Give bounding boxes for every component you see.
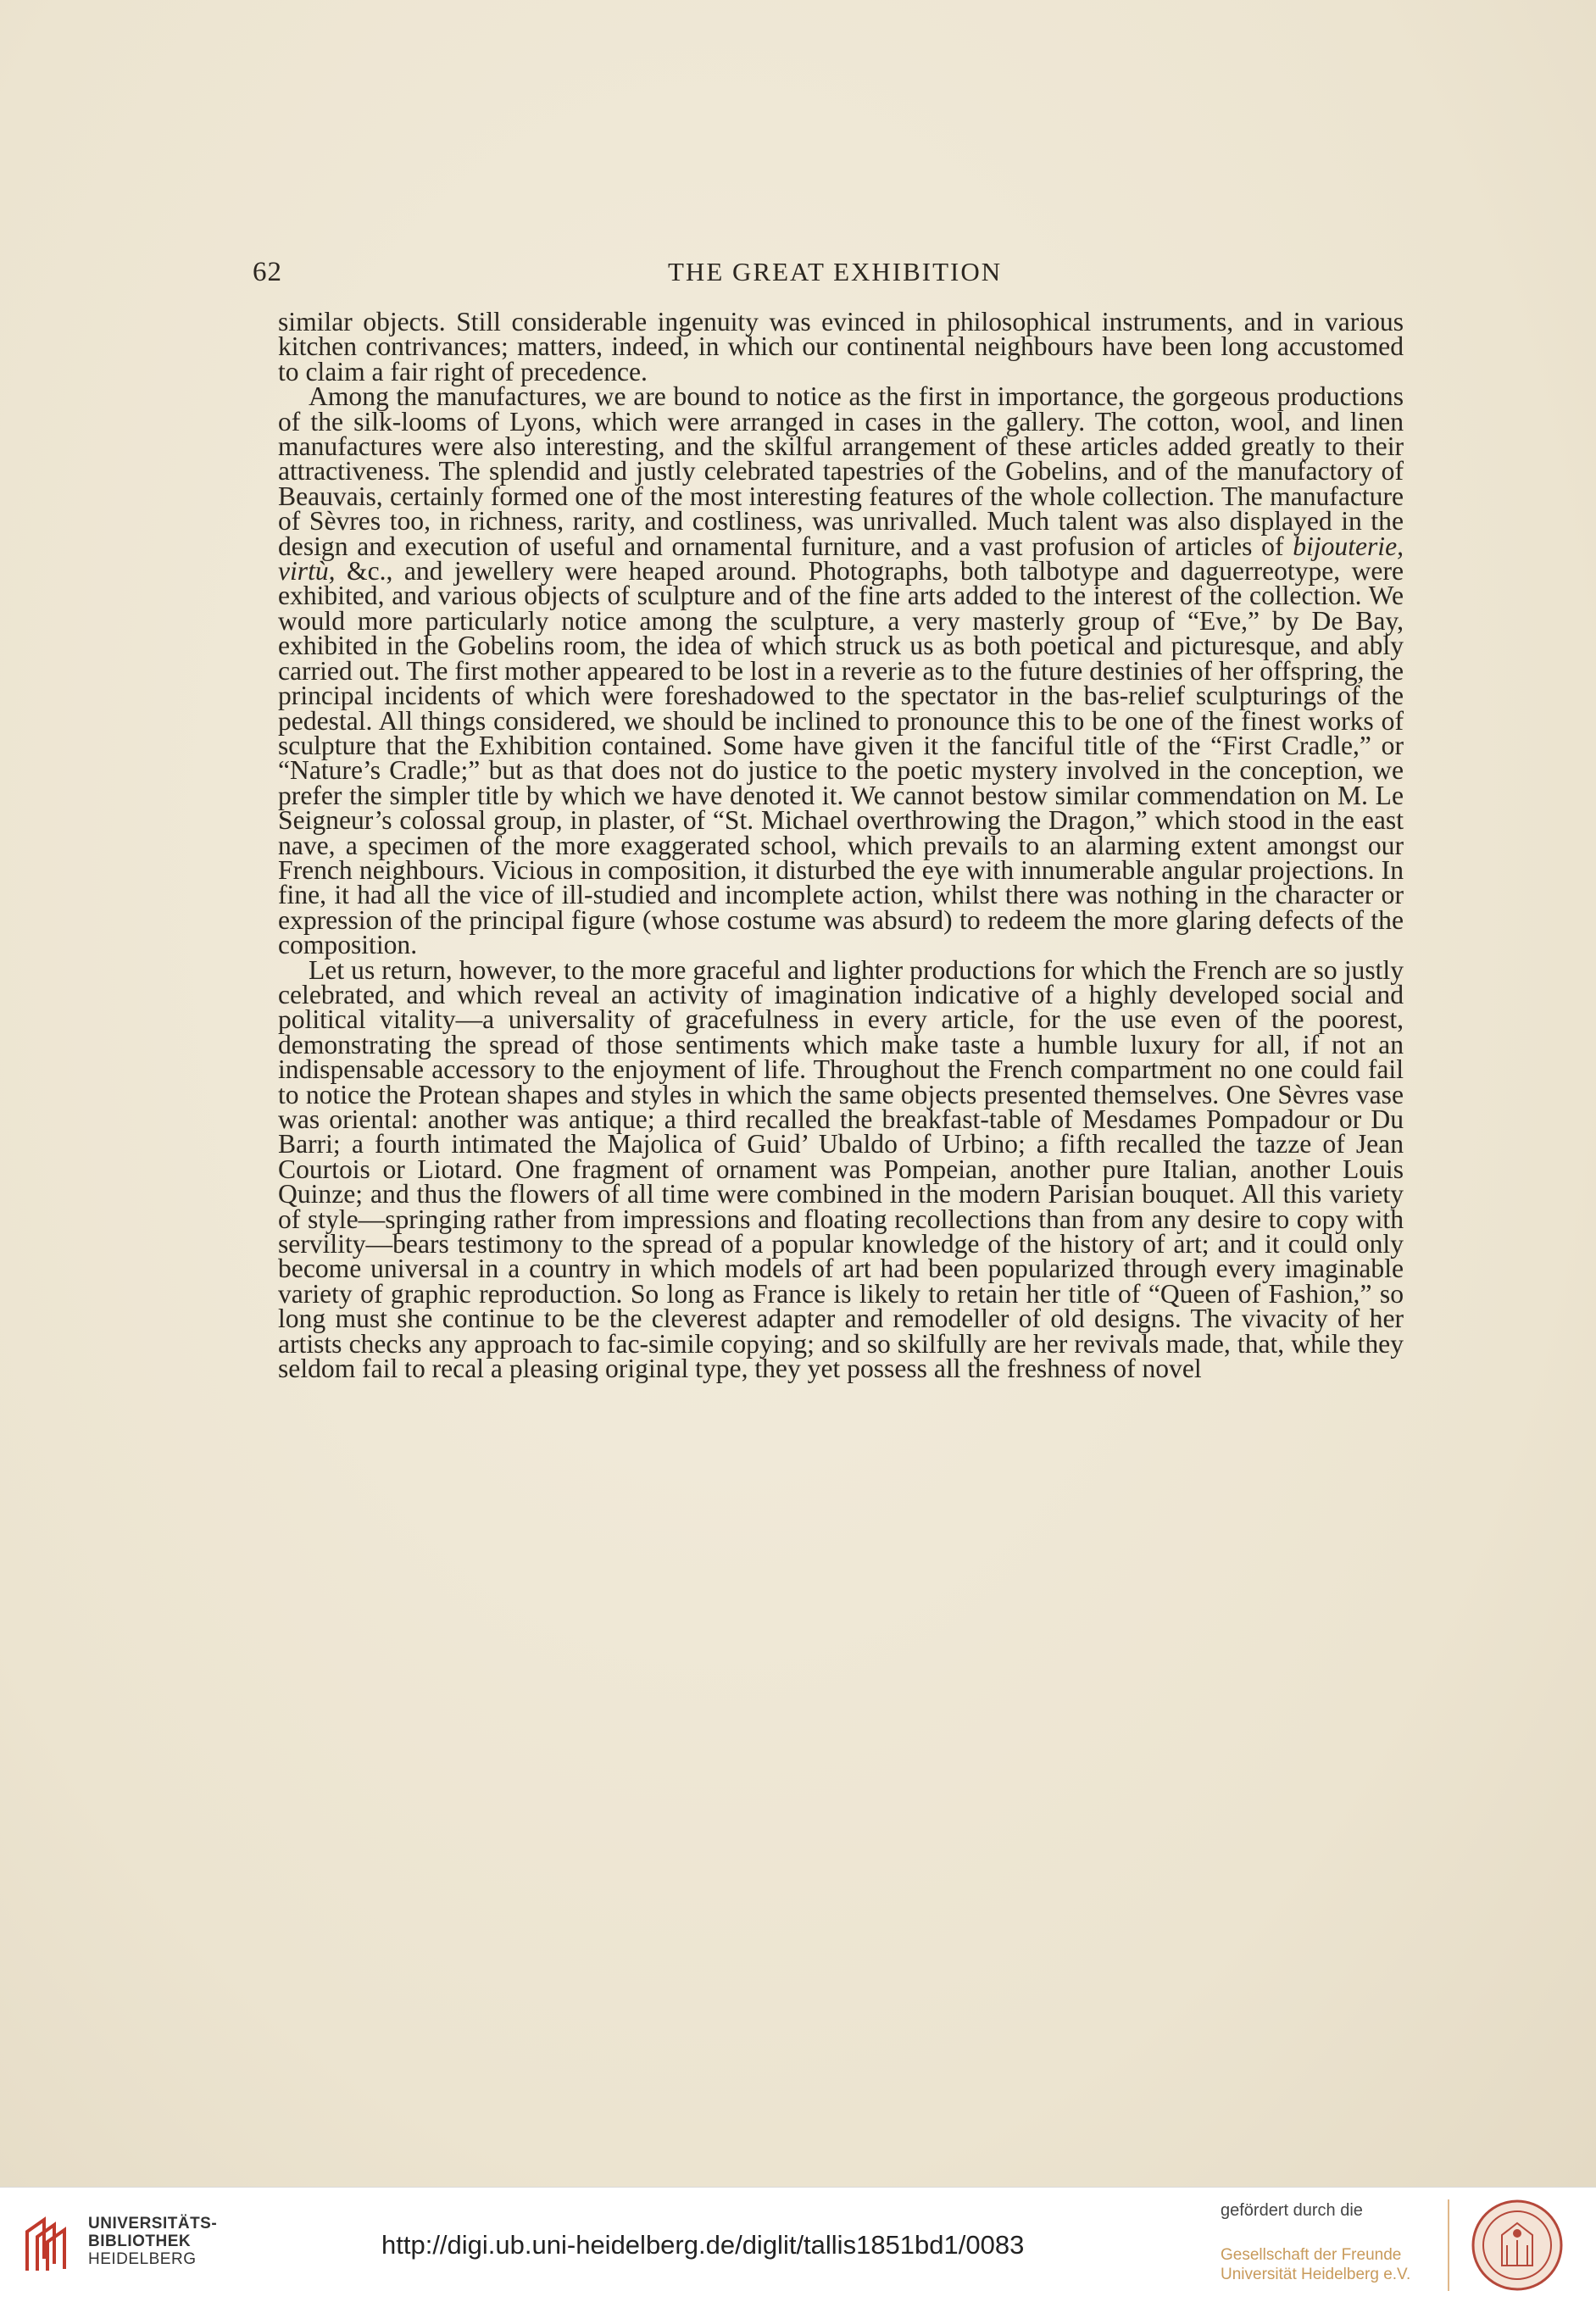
running-head: THE GREAT EXHIBITION [668, 257, 1003, 286]
body-text [278, 307, 1404, 1384]
sponsor-name[interactable] [1221, 2245, 1410, 2284]
sponsor-name-line1: Gesellschaft der Freunde [1221, 2246, 1402, 2264]
viewer-footer [0, 2187, 1596, 2302]
footer-divider [1448, 2199, 1449, 2291]
page-header [253, 257, 1405, 297]
library-name-line2: BIBLIOTHEK [88, 2232, 192, 2250]
page-number: 62 [253, 257, 282, 287]
permalink-url[interactable]: http://digi.ub.uni-heidelberg.de/diglit/tallis1851bd1/0083 [381, 2230, 1025, 2260]
paragraph-2 [278, 381, 1404, 960]
library-logo-icon[interactable] [19, 2211, 71, 2276]
library-name-line1: UNIVERSITÄTS- [88, 2215, 218, 2232]
paragraph-2-part-a: Among the manufactures, we are bound to notice as the first in importance, the gorgeous productions of the silk-looms of Lyons, which were arranged in cases in the gallery. The cotton, wool, and linen manufactures were also interesting, and the skilful arrangement of these articles added greatly to their attractiveness. The splendid and justly celebrated tapestries of the Gobelins, and of the manufactory of Beauvais, certainly formed one of the most interesting features of the whole collection. The manufacture of Sèvres too, in richness, rarity, and costliness, was unrivalled. Much talent was also displayed in the design and execution of useful and ornamental furniture, and a vast profusion of articles of [278, 381, 1404, 561]
university-seal-icon [1466, 2198, 1568, 2293]
paragraph-2-italic: bijouterie, virtù, [278, 531, 1404, 587]
library-name-line3: HEIDELBERG [88, 2250, 197, 2268]
paragraph-3: Let us return, however, to the more graceful and lighter productions for which the French are so justly celebrated, and which reveal an activity of imagination indicative of a highly developed social and political vitality—a universality of gracefulness in every article, for the use even of the poorest, demonstrating the spread of those sentiments which make taste a humble luxury for all, if not an indispensable accessory to the enjoyment of life. Throughout the French compartment no one could fail to notice the Protean shapes and styles in which the same objects presented themselves. One Sèvres vase was oriental: another was antique; a third recalled the breakfast-table of Mesdames Pompadour or Du Barri; a fourth intimated the Majolica of Guid’ Ubaldo of Urbino; a fifth recalled the tazze of Jean Courtois or Liotard. One fragment of ornament was Pompeian, another pure Italian, another Louis Quinze; and thus the flowers of all time were combined in the modern Parisian bouquet. All this variety of style—springing rather from impressions and floating recollections than from any desire to copy with servility—bears testimony to the spread of a popular knowledge of the history of art; and it could only become universal in a country in which models of art had been popularized through every imaginable variety of graphic reproduction. So long as France is likely to retain her title of “Queen of Fashion,” so long must she continue to be the cleverest adapter and remodeller of old designs. The vivacity of her artists checks any approach to fac-simile copying; and so skilfully are her revivals made, that, while they seldom fail to recal a pleasing original type, they yet possess all the freshness of novel [278, 954, 1404, 1384]
paragraph-1: similar objects. Still considerable ingenuity was evinced in philosophical instruments, and in various kitchen contrivances; matters, indeed, in which our continental neighbours have been long accustomed to claim a fair right of precedence. [278, 307, 1404, 386]
library-name [88, 2215, 217, 2268]
sponsor-name-line2: Universität Heidelberg e.V. [1221, 2266, 1411, 2283]
sponsor-label: gefördert durch die [1221, 2201, 1363, 2220]
paragraph-2-part-b: &c., and jewellery were heaped around. Photographs, both talbotype and daguerreotype, were exhibited, and various objects of sculpture and of the fine arts added to the interest of the collection. We would more particularly notice among the sculpture, a very masterly group of “Eve,” by De Bay, exhibited in the Gobelins room, the idea of which struck us as both poetical and picturesque, and ably carried out. The first mother appeared to be lost in a reverie as to the future destinies of her offspring, the principal incidents of which were foreshadowed to the spectator in the bas-relief sculpturings of the pedestal. All things considered, we should be inclined to pronounce this to be one of the finest works of sculpture that the Exhibition contained. Some have given it the fanciful title of the “First Cradle,” or “Nature’s Cradle;” but as that does not do justice to the poetic mystery involved in the conception, we prefer the simpler title by which we have denoted it. We cannot bestow similar commendation on M. Le Seigneur’s colossal group, in plaster, of “St. Michael overthrowing the Dragon,” which stood in the east nave, a specimen of the more exaggerated school, which prevails to an alarming extent amongst our French neighbours. Vicious in composition, it disturbed the eye with innumerable angular projections. In fine, it had all the vice of ill-studied and incomplete action, whilst there was nothing in the character or expression of the principal figure (whose costume was absurd) to redeem the more glaring defects of the composition. [278, 556, 1404, 960]
